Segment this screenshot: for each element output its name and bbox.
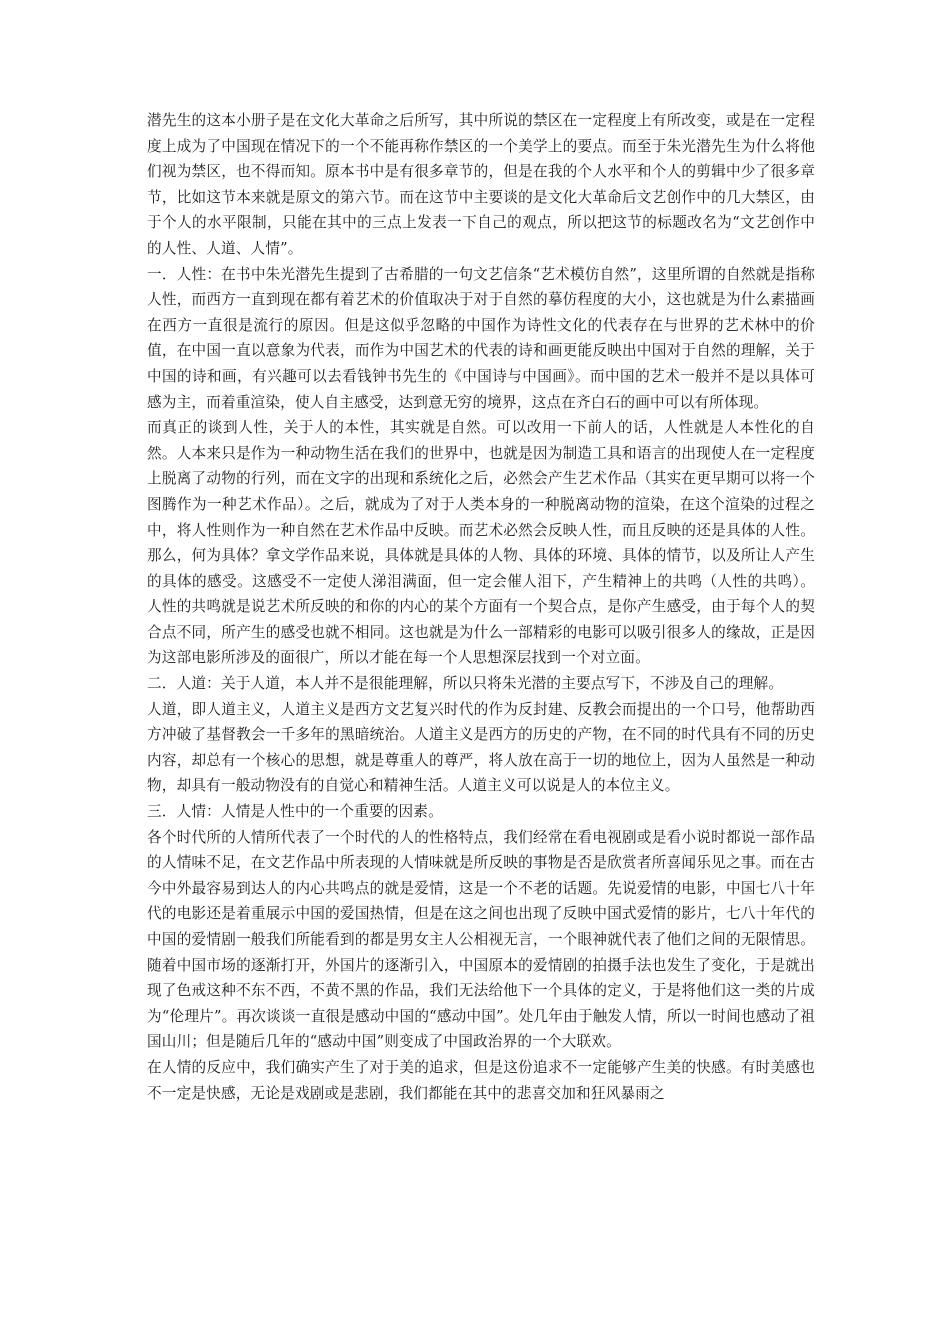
paragraph-humanity-heading: 一．人性：在书中朱光潜先生提到了古希腊的一句文艺信条“艺术模仿自然”，这里所谓的自然就是指称人性，而西方一直到现在都有着艺术的价值取决于对于自然的摹仿程度的大小，这也就是为什么素描画在西方一直很是流行的原因。但是这似乎忽略的中国作为诗性文化的代表存在与世界的艺术林中的价值，在中国一直以意象为代表，而作为中国艺术的代表的诗和画更能反映出中国对于自然的理解，关于中国的诗和画，有兴趣可以去看钱钟书先生的《中国诗与中国画》。而中国的艺术一般并不是以具体可感为主，而着重渲染，使人自主感受，达到意无穷的境界，这点在齐白石的画中可以有所体现。 [147,265,815,411]
paragraph-beauty: 在人情的反应中，我们确实产生了对于美的追求，但是这份追求不一定能够产生美的快感。有时美感也不一定是快感，无论是戏剧或是悲剧，我们都能在其中的悲喜交加和狂风暴雨之 [147,1058,815,1102]
paragraph-intro: 潜先生的这本小册子是在文化大革命之后所写，其中所说的禁区在一定程度上有所改变，或是在一定程度上成为了中国现在情况下的一个不能再称作禁区的一个美学上的要点。而至于朱光潜先生为什么将他们视为禁区，也不得而知。原本书中是有很多章节的，但是在我的个人水平和个人的剪辑中少了很多章节，比如这节本来就是原文的第六节。而在这节中主要谈的是文化大革命后文艺创作中的几大禁区，由于个人的水平限制，只能在其中的三点上发表一下自己的观点，所以把这节的标题改名为“文艺创作中的人性、人道、人情”。 [147,112,815,257]
paragraph-humanism-heading: 二．人道：关于人道，本人并不是很能理解，所以只将朱光潜的主要点写下，不涉及自己的理解。 [147,675,784,693]
paragraph-sentiment-heading: 三．人情：人情是人性中的一个重要的因素。 [147,803,443,821]
document-body [147,108,815,1106]
paragraph-sentiment-body: 各个时代所的人情所代表了一个时代的人的性格特点，我们经常在看电视剧或是看小说时都说一部作品的人情味不足，在文艺作品中所表现的人情味就是所反映的事物是否是欣赏者所喜闻乐见之事。而在古今中外最容易到达人的内心共鸣点的就是爱情，这是一个不老的话题。先说爱情的电影，中国七八十年代的电影还是着重展示中国的爱国热情，但是在这之间也出现了反映中国式爱情的影片，七八十年代的中国的爱情剧一般我们所能看到的都是男女主人公相视无言，一个眼神就代表了他们之间的无限情思。随着中国市场的逐渐打开，外国片的逐渐引入，中国原本的爱情剧的拍摄手法也发生了变化，于是就出现了色戒这种不东不西，不黄不黑的作品，我们无法给他下一个具体的定义，于是将他们这一类的片成为“伦理片”。再次谈谈一直很是感动中国的“感动中国”。处几年由于触发人情，所以一时间也感动了祖国山川；但是随后几年的“感动中国”则变成了中国政治界的一个大联欢。 [147,828,815,1051]
paragraph-humanity-body: 而真正的谈到人性，关于人的本性，其实就是自然。可以改用一下前人的话，人性就是人本性化的自然。人本来只是作为一种动物生活在我们的世界中，也就是因为制造工具和语言的出现使人在一定程度上脱离了动物的行列，而在文字的出现和系统化之后，必然会产生艺术作品（其实在更早期可以将一个图腾作为一种艺术作品）。之后，就成为了对于人类本身的一种脱离动物的渲染，在这个渲染的过程之中，将人性则作为一种自然在艺术作品中反映。而艺术必然会反映人性，而且反映的还是具体的人性。那么，何为具体？拿文学作品来说，具体就是具体的人物、具体的环境、具体的情节，以及所让人产生的具体的感受。这感受不一定使人涕泪满面，但一定会催人泪下，产生精神上的共鸣（人性的共鸣）。人性的共鸣就是说艺术所反映的和你的内心的某个方面有一个契合点，是你产生感受，由于每个人的契合点不同，所产生的感受也就不相同。这也就是为什么一部精彩的电影可以吸引很多人的缘故，正是因为这部电影所涉及的面很广，所以才能在每一个人思想深层找到一个对立面。 [147,419,815,667]
paragraph-humanism-body: 人道，即人道主义，人道主义是西方文艺复兴时代的作为反封建、反教会而提出的一个口号，他帮助西方冲破了基督教会一千多年的黑暗统治。人道主义是西方的历史的产物，在不同的时代具有不同的历史内容，却总有一个核心的思想，就是尊重人的尊严，将人放在高于一切的地位上，因为人虽然是一种动物，却具有一般动物没有的自觉心和精神生活。人道主义可以说是人的本位主义。 [147,700,815,795]
